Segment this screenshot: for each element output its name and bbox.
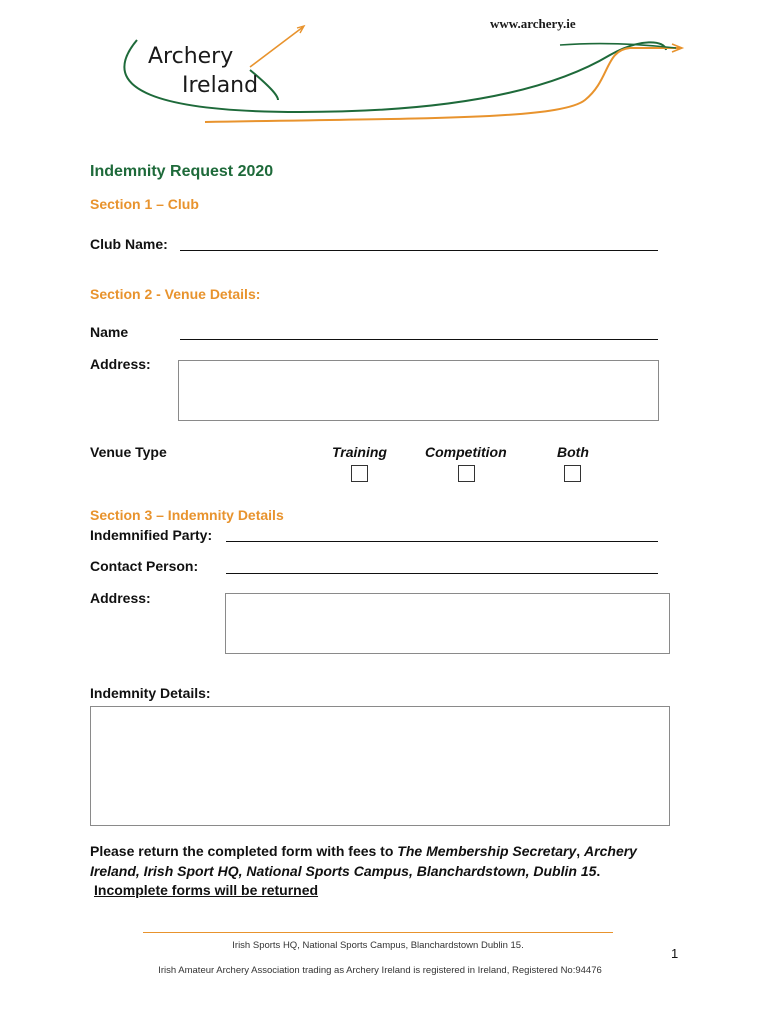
footer-divider: [143, 932, 613, 933]
page-number: 1: [671, 946, 679, 961]
section-2-heading: Section 2 - Venue Details:: [90, 286, 261, 302]
return-instructions: [90, 842, 680, 901]
contact-person-label: Contact Person:: [90, 558, 199, 574]
both-checkbox[interactable]: [564, 465, 581, 482]
website-url: www.archery.ie: [490, 16, 576, 31]
venue-name-field[interactable]: [180, 339, 658, 340]
competition-checkbox[interactable]: [458, 465, 475, 482]
indemnified-party-field[interactable]: [226, 541, 658, 542]
incomplete-forms-warning: Incomplete forms will be returned: [94, 882, 319, 898]
archery-ireland-logo-graphic: [0, 0, 770, 140]
option-both-label: Both: [557, 444, 589, 460]
training-checkbox[interactable]: [351, 465, 368, 482]
logo-text-ireland: Ireland: [182, 73, 259, 98]
membership-secretary: The Membership Secretary: [397, 843, 577, 859]
form-title: Indemnity Request 2020: [90, 163, 274, 180]
footer-address: Irish Sports HQ, National Sports Campus, Blanchardstown Dublin 15.: [232, 940, 524, 951]
return-text-part3: ,: [576, 843, 585, 859]
club-name-field[interactable]: [180, 250, 658, 251]
indemnity-details-box[interactable]: [90, 706, 670, 826]
section-1-heading: Section 1 – Club: [90, 196, 199, 212]
return-text-part5: .: [596, 862, 601, 879]
indemnity-details-label: Indemnity Details:: [90, 685, 211, 701]
contact-person-field[interactable]: [226, 573, 658, 574]
option-competition-label: Competition: [425, 444, 507, 460]
venue-name-label: Name: [90, 324, 129, 340]
venue-address-box[interactable]: [178, 360, 659, 421]
return-address: Archery Ireland, Irish Sport HQ, National Sports Campus, Blanchardstown, Dublin 15: [90, 843, 637, 879]
logo-text-archery: Archery: [148, 44, 234, 69]
option-training-label: Training: [332, 444, 387, 460]
venue-type-label: Venue Type: [90, 444, 167, 460]
indemnity-address-box[interactable]: [225, 593, 670, 654]
club-name-label: Club Name:: [90, 236, 168, 252]
indemnified-party-label: Indemnified Party:: [90, 527, 213, 543]
footer-registration: Irish Amateur Archery Association trading as Archery Ireland is registered in Ireland, Registered No:94476: [158, 965, 602, 976]
indemnity-address-label: Address:: [90, 590, 151, 606]
venue-address-label: Address:: [90, 356, 151, 372]
section-3-heading: Section 3 – Indemnity Details: [90, 507, 284, 523]
return-text-part1: Please return the completed form with fees to: [90, 843, 398, 859]
